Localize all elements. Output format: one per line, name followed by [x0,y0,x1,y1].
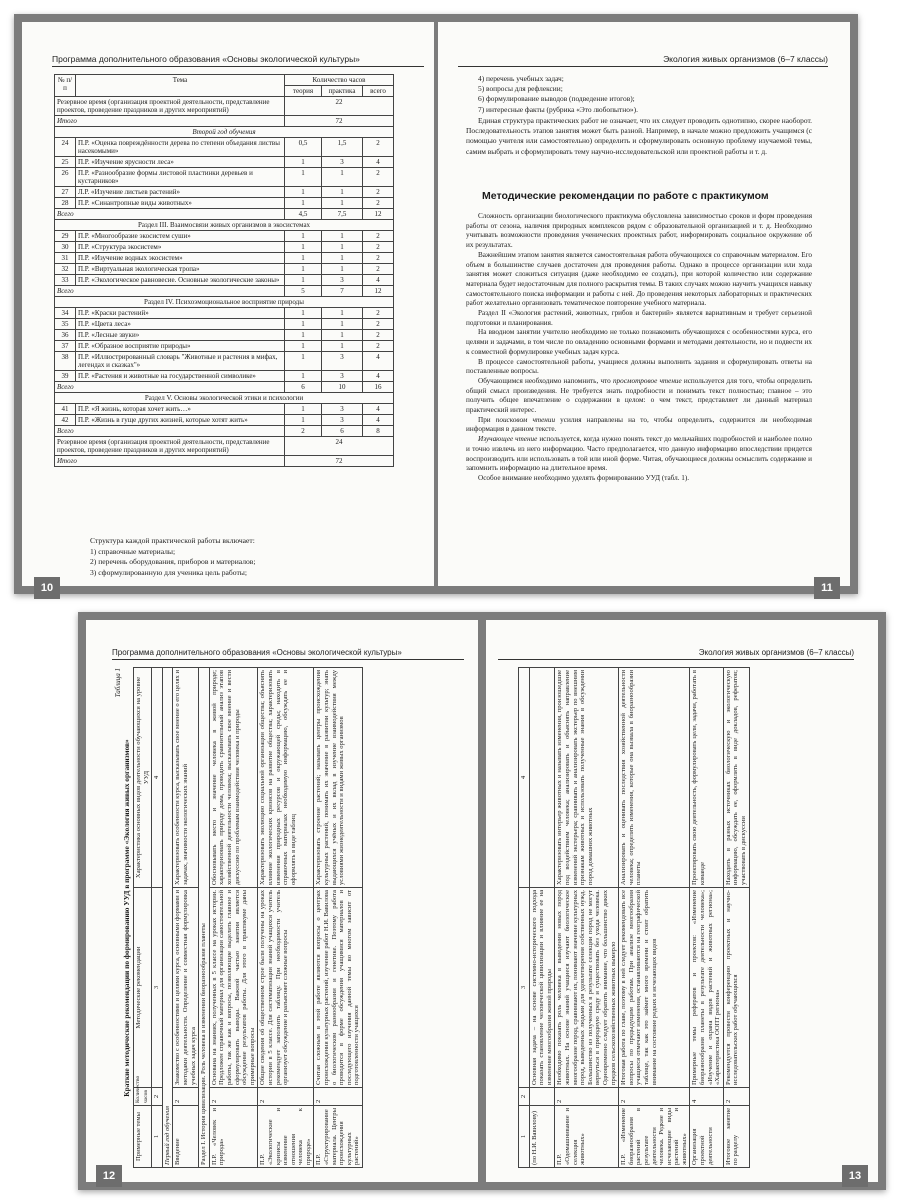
col-header-theory: теория [285,86,322,97]
cell-topic: П.Р. «Лесные звуки» [76,330,285,341]
total-row [55,286,394,297]
paragraph: Изучающее чтение используется, когда нужно понять текст до мельчайших подробностей и наиболее полно и точно извлечь из него информацию. Часто предполагается, что данную информацию впоследствии придется воспроизводить или использовать в той или иной форме. Читая, обучающиеся должны осмыслить содержание и запомнить информацию на длительное время. [466,435,813,473]
cell-theory: 1 [285,157,322,168]
cell-topic: П.Р. «Экологическое равновесие. Основные экологические законы» [76,275,285,286]
paragraph: При поисковом чтении усилия направлены на то, чтобы определить, содержится ли необходимая информация в данном тексте. [466,415,812,434]
cell-topic: Итоговое занятие по разделу [723,1106,749,1168]
cell-topic: П.Р. «Оценка повреждённости дерева по степени объедания листвы насекомыми» [76,138,285,157]
table-row [55,415,394,426]
list-item: 4) перечень учебных задач; [478,74,564,83]
cell-topic: Организация проектной деятельности [690,1106,723,1168]
cell-practice: 1 [322,319,363,330]
uud-table-rotated [114,668,363,1168]
table-row [55,242,394,253]
col-header-methods: Методические рекомендации [134,888,152,1088]
cell-practice: 3 [322,157,363,168]
col-number: 3 [152,888,163,1088]
cell-number: 30 [55,242,76,253]
section-row [55,393,394,404]
cell-practice: 10 [322,382,363,393]
cell-theory: 6 [285,382,322,393]
cell-hours: 72 [285,116,394,127]
cell-hours: 2 [209,1088,258,1106]
uud-table-continued-rotated [518,668,750,1168]
cell-theory: 2 [285,426,322,437]
cell-practice: 1 [322,168,363,187]
cell-topic: Резервное время (организация проектной деятельности, представление проектов, проведение праздников и других мероприятий) [55,437,285,456]
cell-total: 2 [363,231,394,242]
section-heading: Методические рекомендации по работе с практикумом [482,190,769,202]
page-number: 13 [842,1165,868,1187]
cell-topic: П.Р. «Иллюстрированный словарь "Животные и растения в мифах, легендах и сказках"» [76,352,285,371]
structure-item: 3) сформулированную для ученика цель работы; [90,567,247,577]
list-item: 6) формулирование выводов (подведение итогов); [478,94,635,104]
cell-hours: 4 [690,1088,723,1106]
structure-intro: Структура каждой практической работы включает: [90,536,255,545]
cell-total: 2 [363,319,394,330]
paragraph: Единая структура практических работ не означает, что их следует проводить однотипно, скорее наоборот. Последовательность этапов занятия может быть разной. Например, в начале можно предложить учащимся (с помощью учителя или самостоятельно) определить и сформулировать основную проблему изучаемой темы, самим выбрать и сформулировать тему научно-исследовательской или проектной работы и т. д. [466,116,812,156]
cell-theory: 1 [285,341,322,352]
cell-topic: П.Р. «Изучение водных экосистем» [76,253,285,264]
cell-practice: 3 [322,415,363,426]
cell-total: 2 [363,138,394,157]
cell-hours: 2 [258,1088,314,1106]
paragraph: Важнейшим этапом занятия является самостоятельная работа обучающихся со справочным материалом. Его объем в большинстве случаев достаточен для проведения работы. Однако в процессе организации или хода занятия может сложиться ситуация (даже необходимо ее создать), при которой количество или содержание материала будет недостаточным для полного раскрытия темы. В таких случаях можно научить учащихся навыку самостоятельного поиска информации и работы с ней. До проведения некоторых лабораторных и практических работ желательно организовать тематическое повторение учебного материала. [466,250,812,308]
table-row [55,253,394,264]
cell-methods: Итоговая работа по главе, поэтому в ней следует рекомендовать все вопросы по предыдущим работам. При анализе многообразия учащиеся отмечают изменения, останавливаются на географической таблице, так как это займет много времени и стоит обратить внимание на состояние редких и исчезающих видов [619,888,690,1088]
cell-total: 2 [363,308,394,319]
section-title: Раздел IV. Психоэмоциональное восприятие природы [55,297,394,308]
cell-topic: Введение [173,1106,199,1168]
cell-activities: Характеризовать эволюцию социальной организации общества; объяснять влияние экологических кризисов на развитие общества; характеризовать изменения природных ресурсов и окружающей среды; находить в справочных материалах необходимую информацию, обсуждать ее и оформлять в виде таблиц [258,668,314,888]
col-number: 1 [152,1106,163,1168]
table-row [55,404,394,415]
cell-topic: П.Р. «Структурирование материала. Центры происхождения культурных растений» [314,1106,363,1168]
section-title: Второй год обучения [55,127,394,138]
cell-hours: 22 [285,97,394,116]
cell-number: 24 [55,138,76,157]
cell-theory: 1 [285,275,322,286]
running-head: Экология живых организмов (6–7 классы) [458,54,828,67]
cell-practice: 1 [322,341,363,352]
section-row [55,220,394,231]
table-row [55,308,394,319]
cell-topic: П.Р. «Изучение ярусности леса» [76,157,285,168]
page-12 [86,620,478,1182]
uud-table [133,667,363,1168]
col-number: 2 [152,1088,163,1106]
page-13 [486,620,878,1182]
section-title: Раздел V. Основы экологической этики и психологии [55,393,394,404]
running-head: Экология живых организмов (6–7 классы) [498,648,854,660]
col-number: 1 [519,1106,530,1168]
cell-topic: Л.Р. «Изучение листьев растений» [76,187,285,198]
paragraph: В процессе самостоятельной работы, учащиеся должны выполнить задания и сформулировать ответы на поставленные вопросы. [466,357,812,376]
section-row: Раздел I. История цивилизации. Роль человека в изменении биоразнообразия планеты [199,668,210,1168]
cell-number: 38 [55,352,76,371]
cell-topic: П.Р. «Цвета леса» [76,319,285,330]
table-row [55,168,394,187]
cell-topic: П.Р. «Краски растений» [76,308,285,319]
cell-activities: Проектировать свою деятельность, формулировать цели, задачи, работать в команде [690,668,723,888]
cell-topic: П.Р. «Разнообразие формы листовой пластинки деревьев и кустарников» [76,168,285,187]
cell-hours: 2 [619,1088,690,1106]
cell-practice: 7,5 [322,209,363,220]
cell-topic: П.Р. «Образное восприятие природы» [76,341,285,352]
cell-topic: Всего [55,426,285,437]
col-header-topics: Примерные темы [134,1106,152,1168]
method-paragraphs [466,212,812,484]
cell-total: 16 [363,382,394,393]
cell-methods: Общие сведения об общественном строе были получены на уроках истории в 5 классе. Для систематизации знаний учащихся учитель рекомендует заполнить таблицу. При необходимости учитель организует обсуждение и разъясняет сложные вопросы [258,888,314,1088]
section-title: Раздел III. Взаимосвязи живых организмов в экосистемах [55,220,394,231]
col-header-practice: практика [322,86,363,97]
cell-topic: (по Н.И. Вавилову) [529,1106,555,1168]
cell-hours: 2 [173,1088,199,1106]
structure-item: 2) перечень оборудования, приборов и материалов; [90,557,256,566]
cell-total: 8 [363,426,394,437]
cell-practice: 6 [322,426,363,437]
cell-theory: 4,5 [285,209,322,220]
cell-topic: П.Р. «Одомашнивание и селекция животных» [555,1106,619,1168]
cell-total: 2 [363,253,394,264]
table-row [55,437,394,456]
cell-topic: П.Р. «Синантропные виды животных» [76,198,285,209]
table-row [55,371,394,382]
table-row [55,231,394,242]
structure-paragraph [466,116,812,157]
cell-topic: П.Р. «Человек и природа» [209,1106,258,1168]
cell-total: 2 [363,330,394,341]
cell-hours: 2 [723,1088,749,1106]
cell-total: 4 [363,157,394,168]
cell-total: 4 [363,275,394,286]
cell-hours: 2 [314,1088,363,1106]
cell-total: 4 [363,404,394,415]
table-row [55,319,394,330]
cell-hours [529,1088,555,1106]
emphasis: Изучающее чтение [478,435,538,444]
cell-practice: 3 [322,275,363,286]
cell-topic: Всего [55,382,285,393]
table-caption: Краткие методические рекомендации по формированию УУД в программе «Экология живых организмов» [122,739,131,1097]
cell-activities: Анализировать и оценивать последствия хозяйственной деятельности человека; определять изменения, которые она вызвала в биоразнообразии планеты [619,668,690,888]
cell-number: 42 [55,415,76,426]
cell-total: 12 [363,209,394,220]
cell-activities: Характеризовать интерьер животных и называть изменения, произошедшие под воздействием человека; анализировать и объяснять направление изменений экстерьера; сравнивать и анализировать экстерьер по внешним признакам животных и использовать полученные знания в обсуждении пород домашних животных [555,668,619,888]
cell-topic: Резервное время (организация проектной деятельности, представление проектов, проведение праздников и других мероприятий) [55,97,285,116]
cell-methods: Примерные темы рефератов и проектов: «Изменение биоразнообразия планеты в результате деятельности человека»; «Изучение и охрана видов растений и животных региона»; «Характеристика ООПТ региона» [690,888,723,1088]
cell-theory: 1 [285,187,322,198]
table-row [55,264,394,275]
list-item: 5) вопросы для рефлексии; [478,84,563,94]
hours-table [54,74,394,467]
section-row [55,127,394,138]
table-row [55,330,394,341]
cell-theory: 1 [285,404,322,415]
col-header-hours: Количество часов [134,1088,152,1106]
cell-theory: 1 [285,264,322,275]
cell-number: 41 [55,404,76,415]
cell-theory: 1 [285,231,322,242]
cell-number: 34 [55,308,76,319]
structure-item: 1) справочные материалы; [90,546,176,556]
cell-theory: 1 [285,198,322,209]
cell-number: 33 [55,275,76,286]
cell-topic: П.Р. «Многообразие экосистем суши» [76,231,285,242]
page-10 [22,22,434,594]
cell-practice: 1 [322,242,363,253]
cell-practice: 1 [322,253,363,264]
list-item: 7) интересные факты (рубрика «Это любопытно»). [478,104,638,114]
cell-topic: Всего [55,209,285,220]
cell-theory: 1 [285,371,322,382]
col-number: 2 [519,1088,530,1106]
cell-topic: П.Р. «Я жизнь, которая хочет жить…» [76,404,285,415]
running-head: Программа дополнительного образования «Основы экологической культуры» [112,648,464,660]
table-row [55,198,394,209]
cell-total: 2 [363,264,394,275]
paragraph: Раздел II «Экология растений, животных, грибов и бактерий» является вариативным и требует серьезной подготовки и планирования. [466,309,812,327]
cell-total: 2 [363,242,394,253]
table-row [55,275,394,286]
uud-table-continued [518,667,750,1168]
structure-list [90,536,410,578]
paragraph: На вводном занятии учителю необходимо не только познакомить обучающихся с особенностями курса, его целями и задачами, в том числе по овладению основными формами и методами деятельности, но и подвести их к совместной формулировке учебных задач курса. [466,328,812,356]
cell-methods: Считая сложным в этой работе являются вопросы о центрах происхождения культурных растений, изучение работ Н.И. Вавилова о биологическом разнообразии и генетике. Поэтому работа проводится в форме обсуждения учащимися материалов и последующего изучения данной темы во многом зависит от подготовленности учащихся [314,888,363,1088]
paragraph: Сложность организации биологического практикума обусловлена зависимостью сроков и форм проведения работы от сезона, наличия природных комплексов рядом с образовательной организацией и т. д. Необходимо учитывать возможности проведения ученических проектных работ, информировать социальное окружение об их результатах. [466,212,812,250]
table-label: Таблица 1 [114,668,122,698]
cell-total: 2 [363,341,394,352]
total-row [55,209,394,220]
cell-theory: 1 [285,319,322,330]
cell-theory: 1 [285,168,322,187]
table-row [55,157,394,168]
hours-table-wrap [54,74,394,467]
col-number: 3 [519,888,530,1088]
cell-theory: 1 [285,330,322,341]
cell-theory: 1 [285,253,322,264]
cell-number: 28 [55,198,76,209]
cell-topic: Всего [55,286,285,297]
cell-theory: 1 [285,308,322,319]
cell-methods: Необходимо показать роль человека в выведении новых пород животных. На основе знаний учащиеся изучают биологическое многообразие пород, сравнивают их, понимают значение культурных пород, выведенных людьми для удовлетворения собственных нужд. Большинство из полученных в результате селекции пород не могут вернуться в природную среду и существовать без ухода человека. Одновременно следует обратить внимание, что большинство диких предков сельскохозяйственных животных вымерло [555,888,619,1088]
cell-total: 2 [363,168,394,187]
cell-activities: Характеризовать строение растений; называть центры происхождения культурных растений, понимать их значение в развитии культур; знать выдающихся учёных и их вклад в изучение взаимодействия между условиями жизнедеятельности и видами живых организмов [314,668,363,888]
table-row [55,456,394,467]
cell-number: 37 [55,341,76,352]
col-header-total: всего [363,86,394,97]
cell-activities [529,668,555,888]
cell-activities: Характеризовать особенности курса, высказывать свое мнение о его целях и задачах, значимости экологических знаний [173,668,199,888]
table-row [55,138,394,157]
cell-number: 32 [55,264,76,275]
cell-practice: 3 [322,352,363,371]
cell-topic: П.Р. «Жизнь в гуще других жизней, которые хотят жить» [76,415,285,426]
cell-topic: П.Р. «Виртуальная экологическая тропа» [76,264,285,275]
cell-practice: 3 [322,371,363,382]
col-header-topic: Тема [76,75,285,97]
cell-total: 2 [363,198,394,209]
emphasis: поисковом чтении [495,415,556,424]
cell-theory: 1 [285,352,322,371]
list-continued [478,74,808,115]
cell-topic: П.Р. «Экологические кризисы и изменение отношения человека к природе» [258,1106,314,1168]
cell-number: 39 [55,371,76,382]
cell-hours: 24 [285,437,394,456]
page-number: 12 [96,1165,122,1187]
cell-theory: 5 [285,286,322,297]
table-row [55,187,394,198]
cell-number: 29 [55,231,76,242]
cell-methods: Основная задача – на основе системно-исторического подхода показать становление человеческой цивилизации и влияние ее на изменение многообразия живой природы [529,888,555,1088]
table-row [55,341,394,352]
cell-total: 2 [363,187,394,198]
cell-number: 31 [55,253,76,264]
cell-total: 4 [363,371,394,382]
cell-practice: 1 [322,330,363,341]
cell-methods: Основана на знаниях, полученных в 5 классе на уроках истории. Предложен справочный материал для организации самостоятельной работы, так же как и вопросы, позволяющие выделить главное и сформулировать выводы. Важной частью занятия является обсуждение результатов работы. Для этого в практикуме даны примерные вопросы [209,888,258,1088]
section-row [55,297,394,308]
cell-practice: 1 [322,187,363,198]
cell-practice: 1 [322,308,363,319]
emphasis: просмотровое чтение [612,376,682,385]
cell-number: 35 [55,319,76,330]
cell-theory: 0,5 [285,138,322,157]
paragraph: Обучающимся необходимо напомнить, что просмотровое чтение используется для того, чтобы определить общий смысл произведения. Не требуется знать подробности и понимать текст полностью; главное – это получить общее впечатление о содержании в целом: о чем текст, представляет ли данный материал практический интерес. [466,376,813,415]
cell-practice: 1 [322,198,363,209]
cell-activities: Находить в разных источниках биологическую и экологическую информацию, обсуждать ее, оформлять в виде докладов, рефератов; участвовать в дискуссии [723,668,749,888]
cell-total: 12 [363,286,394,297]
col-number: 4 [152,668,163,888]
cell-methods: Рекомендуется провести конференцию проектных и научно-исследовательских работ обучающихся [723,888,749,1088]
total-row [55,426,394,437]
cell-practice: 3 [322,404,363,415]
table-row [55,116,394,127]
cell-topic: П.Р. «Изменение биоразнообразия растений в результате деятельности человека. Редкие и исчезающие виды растений и животных» [619,1106,690,1168]
cell-practice: 1 [322,264,363,275]
year-row: Первый год обучения [162,668,173,1168]
cell-number: 27 [55,187,76,198]
cell-hours: 72 [285,456,394,467]
col-header-activities: Характеристика основных видов деятельности обучающихся на уровне УУД [134,668,152,888]
total-row [55,382,394,393]
running-head: Программа дополнительного образования «Основы экологической культуры» [52,54,424,67]
cell-practice: 1 [322,231,363,242]
cell-number: 26 [55,168,76,187]
table-row [55,97,394,116]
table-row [55,352,394,371]
cell-methods: Знакомство с особенностями и целями курса, основными формами и методами деятельности. Определение и совместная формулировка учебных задач курса [173,888,199,1088]
paragraph: Особое внимание необходимо уделять формированию УУД (табл. 1). [478,473,690,482]
cell-topic: П.Р. «Структура экосистем» [76,242,285,253]
cell-theory: 1 [285,242,322,253]
cell-activities: Обосновывать место и значение человека в живой природе; характеризовать природу дома, проводить сравнительный анализ этапов хозяйственной деятельности человека; высказывать свое мнение и вести дискуссию по проблемам взаимодействия человека и природы [209,668,258,888]
page-11 [438,22,850,594]
cell-total: 4 [363,415,394,426]
cell-number: 36 [55,330,76,341]
page-number: 10 [34,577,60,599]
cell-total: 4 [363,352,394,371]
cell-practice: 1,5 [322,138,363,157]
cell-topic: П.Р. «Растения и животные на государственной символике» [76,371,285,382]
cell-number: 25 [55,157,76,168]
col-number: 4 [519,668,530,888]
col-header-hours: Количество часов [285,75,394,86]
top-spread [14,14,858,594]
bottom-spread [78,612,886,1190]
page-number: 11 [814,577,840,599]
col-header-no: № п/п [55,75,76,97]
cell-topic: Итого [55,116,285,127]
cell-theory: 1 [285,415,322,426]
cell-topic: Итого [55,456,285,467]
cell-practice: 7 [322,286,363,297]
cell-hours: 2 [555,1088,619,1106]
